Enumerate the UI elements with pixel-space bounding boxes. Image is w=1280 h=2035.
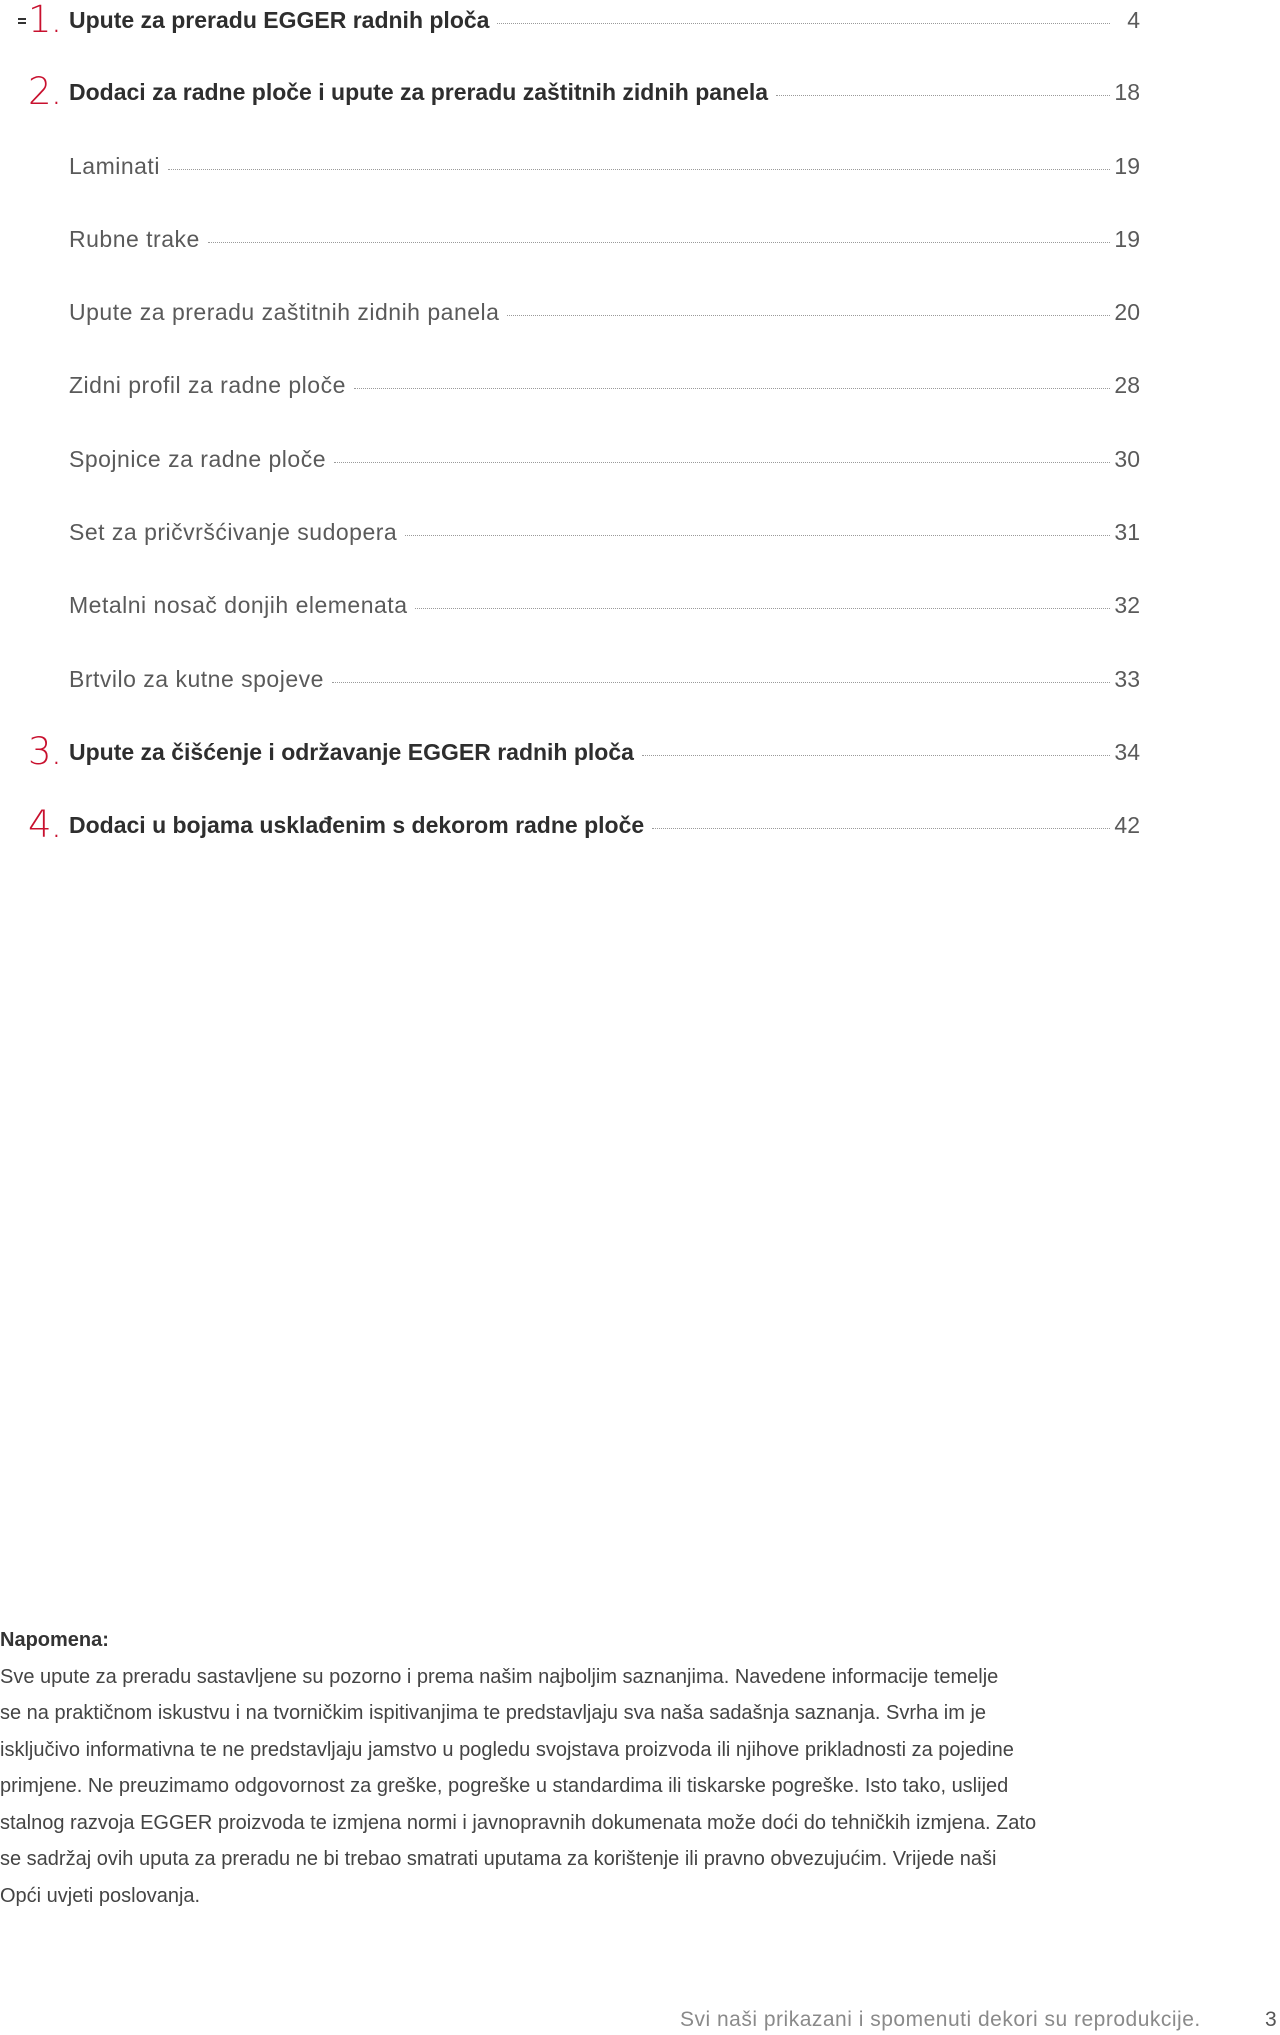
toc-entry-page: 33 xyxy=(1114,666,1140,692)
toc-subentry-zidni-profil[interactable] xyxy=(0,365,1140,405)
note-line: primjene. Ne preuzimamo odgovornost za greške, pogreške u standardima ili tiskarske pogreške. Isto tako, uslijed xyxy=(0,1775,1009,1797)
toc-leader-dots xyxy=(168,169,1110,170)
toc-entry-title: Upute za čišćenje i održavanje EGGER radnih ploča xyxy=(69,739,634,765)
toc-entry-title: Upute za preradu zaštitnih zidnih panela xyxy=(69,299,500,325)
toc-entry-number: 3. xyxy=(28,730,62,773)
note-line: stalnog razvoja EGGER proizvoda te izmjena normi i javnopravnih dokumenata može doći do tehničkih izmjena. Zato xyxy=(0,1811,1037,1834)
toc-entry-page: 42 xyxy=(1114,812,1140,838)
toc-entry-page: 4 xyxy=(1127,7,1140,33)
toc-entry-title: Dodaci u bojama usklađenim s dekorom radne ploče xyxy=(69,812,645,838)
toc-leader-dots xyxy=(776,95,1110,96)
toc-leader-dots xyxy=(497,23,1110,24)
toc-entry-title: Metalni nosač donjih elemenata xyxy=(69,592,408,618)
toc-entry-page: 19 xyxy=(1114,153,1140,179)
toc-entry-page: 28 xyxy=(1114,372,1140,398)
toc-entry-title: Spojnice za radne ploče xyxy=(69,446,326,472)
toc-entry-page: 19 xyxy=(1114,226,1140,252)
toc-entry-number: 1. xyxy=(28,0,62,41)
page-number: 3 xyxy=(1265,2008,1277,2031)
toc-entry-page: 31 xyxy=(1114,519,1140,545)
disclaimer-note xyxy=(0,1622,1130,1914)
toc-entry-title: Brtvilo za kutne spojeve xyxy=(69,666,324,692)
toc-subentry-laminati[interactable] xyxy=(0,146,1140,186)
note-paragraph xyxy=(0,1659,1130,1915)
toc-entry-title: Rubne trake xyxy=(69,226,200,252)
toc-subentry-zastitni-paneli[interactable] xyxy=(0,292,1140,332)
toc-entry-number: 4. xyxy=(28,803,62,846)
note-line: se sadržaj ovih uputa za preradu ne bi trebao smatrati uputama za korištenje ili pravno obvezujućim. Vrijede naši xyxy=(0,1848,997,1870)
toc-entry-4[interactable] xyxy=(0,805,1140,845)
toc-entry-page: 34 xyxy=(1114,739,1140,765)
toc-leader-dots xyxy=(642,755,1110,756)
toc-leader-dots xyxy=(415,608,1110,609)
toc-entry-title: Zidni profil za radne ploče xyxy=(69,372,346,398)
toc-entry-2[interactable] xyxy=(0,72,1140,112)
toc-subentry-brtvilo[interactable] xyxy=(0,659,1140,699)
toc-entry-page: 30 xyxy=(1114,446,1140,472)
toc-entry-number: 2. xyxy=(28,70,62,113)
toc-entry-1[interactable] xyxy=(0,0,1140,40)
toc-subentry-set-sudopera[interactable] xyxy=(0,512,1140,552)
note-line: Sve upute za preradu sastavljene su pozorno i prema našim najboljim saznanjima. Navedene informacije temelje xyxy=(0,1665,999,1688)
toc-entry-page: 32 xyxy=(1114,592,1140,618)
toc-entry-title: Upute za preradu EGGER radnih ploča xyxy=(69,7,490,33)
toc-leader-dots xyxy=(354,388,1110,389)
footer-disclaimer: Svi naši prikazani i spomenuti dekori su reprodukcije. xyxy=(680,2008,1201,2031)
toc-leader-dots xyxy=(652,828,1110,829)
toc-entry-title: Laminati xyxy=(69,153,160,179)
toc-entry-page: 18 xyxy=(1114,79,1140,105)
note-line: Opći uvjeti poslovanja. xyxy=(0,1884,201,1907)
toc-entry-page: 20 xyxy=(1114,299,1140,325)
toc-subentry-metalni-nosac[interactable] xyxy=(0,585,1140,625)
toc-leader-dots xyxy=(334,462,1110,463)
note-heading: Napomena: xyxy=(0,1629,109,1651)
note-line: se na praktičnom iskustvu i na tvorničkim ispitivanjima te predstavljaju sva naša sadašnja saznanja. Svrha im je xyxy=(0,1702,987,1724)
toc-entry-title: Dodaci za radne ploče i upute za preradu zaštitnih zidnih panela xyxy=(69,79,769,105)
note-line: isključivo informativna te ne predstavljaju jamstvo u pogledu svojstava proizvoda ili njihove prikladnosti za pojedine xyxy=(0,1738,1014,1761)
toc-leader-dots xyxy=(405,535,1110,536)
toc-subentry-rubne-trake[interactable] xyxy=(0,219,1140,259)
toc-leader-dots xyxy=(208,242,1110,243)
toc-leader-dots xyxy=(332,682,1110,683)
toc-entry-3[interactable] xyxy=(0,732,1140,772)
toc-leader-dots xyxy=(507,315,1110,316)
toc-entry-title: Set za pričvršćivanje sudopera xyxy=(69,519,398,545)
toc-subentry-spojnice[interactable] xyxy=(0,439,1140,479)
